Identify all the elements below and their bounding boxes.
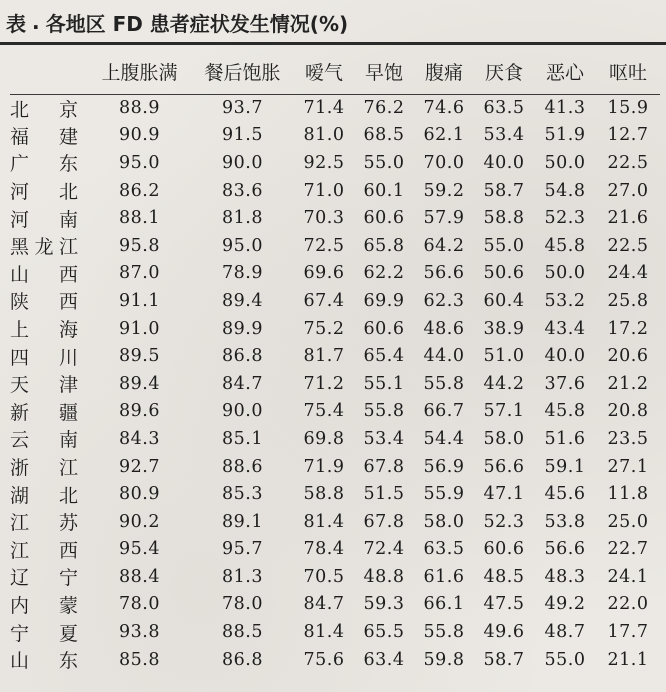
value-cell: 89.4 — [222, 290, 263, 311]
value-cell: 60.4 — [483, 290, 525, 311]
value-cell: 45.8 — [544, 401, 586, 422]
value-cell: 60.6 — [363, 318, 405, 339]
value-cell: 65.8 — [363, 235, 405, 256]
value-cell: 53.4 — [363, 428, 405, 449]
value-cell: 17.2 — [607, 318, 649, 339]
value-cell: 68.5 — [363, 125, 405, 146]
value-cell: 85.3 — [222, 484, 263, 505]
value-cell: 17.7 — [607, 622, 649, 643]
value-cell: 86.2 — [119, 180, 160, 201]
header-cell: 早饱 — [364, 62, 403, 85]
value-cell: 91.1 — [119, 290, 160, 311]
value-cell: 78.9 — [222, 263, 263, 284]
header-cell-region — [10, 50, 88, 94]
region-cell: 河南 — [10, 208, 78, 231]
value-cell: 50.6 — [483, 263, 525, 284]
value-cell: 81.4 — [303, 511, 345, 532]
value-cell: 69.9 — [363, 290, 405, 311]
value-cell: 88.1 — [119, 208, 160, 229]
value-cell: 21.6 — [607, 208, 649, 229]
value-cell: 55.8 — [423, 622, 465, 643]
table-row — [10, 287, 660, 315]
value-cell: 24.1 — [607, 566, 649, 587]
header-cell: 嗳气 — [304, 62, 343, 85]
value-cell: 58.0 — [483, 428, 525, 449]
value-cell: 95.7 — [222, 539, 263, 560]
value-cell: 65.4 — [363, 346, 405, 367]
value-cell: 67.8 — [363, 511, 405, 532]
table-caption — [6, 4, 348, 40]
value-cell: 70.5 — [303, 566, 345, 587]
region-cell: 天津 — [10, 374, 78, 397]
header-cell: 上腹胀满 — [101, 62, 178, 85]
value-cell: 71.0 — [303, 180, 345, 201]
value-cell: 51.9 — [544, 125, 586, 146]
value-cell: 22.0 — [607, 594, 649, 615]
value-cell: 63.5 — [423, 539, 465, 560]
region-cell: 山东 — [10, 650, 78, 673]
value-cell: 65.5 — [363, 622, 405, 643]
value-cell: 59.8 — [423, 649, 465, 670]
table-header-row — [10, 50, 660, 94]
value-cell: 72.4 — [363, 539, 405, 560]
table-row — [10, 480, 660, 508]
value-cell: 23.5 — [607, 428, 649, 449]
header-cell: 呕吐 — [608, 62, 647, 85]
table-row — [10, 508, 660, 536]
value-cell: 53.2 — [544, 290, 586, 311]
value-cell: 45.8 — [544, 235, 586, 256]
table-row — [10, 618, 660, 646]
value-cell: 90.2 — [119, 511, 160, 532]
value-cell: 55.0 — [363, 152, 405, 173]
value-cell: 70.0 — [423, 152, 465, 173]
table-row — [10, 315, 660, 343]
value-cell: 86.8 — [222, 346, 263, 367]
value-cell: 53.4 — [483, 125, 525, 146]
region-cell: 湖北 — [10, 484, 78, 507]
value-cell: 52.3 — [544, 208, 586, 229]
table-row — [10, 94, 660, 122]
value-cell: 87.0 — [119, 263, 160, 284]
value-cell: 37.6 — [544, 373, 586, 394]
region-cell: 上海 — [10, 319, 78, 342]
value-cell: 93.7 — [222, 98, 263, 119]
value-cell: 84.7 — [303, 594, 345, 615]
value-cell: 44.2 — [483, 373, 525, 394]
value-cell: 54.4 — [423, 428, 465, 449]
value-cell: 49.6 — [483, 622, 525, 643]
region-cell: 福建 — [10, 125, 78, 148]
value-cell: 50.0 — [544, 263, 586, 284]
value-cell: 24.4 — [607, 263, 649, 284]
region-cell: 内蒙 — [10, 594, 78, 617]
value-cell: 81.7 — [303, 346, 345, 367]
value-cell: 56.9 — [423, 456, 465, 477]
region-cell: 江西 — [10, 539, 78, 562]
value-cell: 48.7 — [544, 622, 586, 643]
value-cell: 64.2 — [423, 235, 465, 256]
value-cell: 90.0 — [222, 152, 263, 173]
value-cell: 12.7 — [607, 125, 649, 146]
value-cell: 78.0 — [119, 594, 160, 615]
value-cell: 92.7 — [119, 456, 160, 477]
value-cell: 63.5 — [483, 98, 525, 119]
value-cell: 55.9 — [423, 484, 465, 505]
value-cell: 89.5 — [119, 346, 160, 367]
value-cell: 60.6 — [483, 539, 525, 560]
value-cell: 51.6 — [544, 428, 586, 449]
value-cell: 58.8 — [483, 208, 525, 229]
value-cell: 22.5 — [607, 152, 649, 173]
value-cell: 25.0 — [607, 511, 649, 532]
region-cell: 北京 — [10, 98, 78, 121]
value-cell: 55.8 — [363, 401, 405, 422]
value-cell: 60.6 — [363, 208, 405, 229]
value-cell: 66.1 — [423, 594, 465, 615]
value-cell: 59.2 — [423, 180, 465, 201]
value-cell: 62.2 — [363, 263, 405, 284]
value-cell: 47.1 — [483, 484, 525, 505]
value-cell: 58.7 — [483, 180, 525, 201]
table-row — [10, 536, 660, 564]
value-cell: 59.3 — [363, 594, 405, 615]
value-cell: 20.6 — [607, 346, 649, 367]
value-cell: 84.7 — [222, 373, 263, 394]
region-cell: 广东 — [10, 153, 78, 176]
value-cell: 89.1 — [222, 511, 263, 532]
value-cell: 88.9 — [119, 98, 160, 119]
value-cell: 56.6 — [423, 263, 465, 284]
value-cell: 95.0 — [119, 152, 160, 173]
value-cell: 58.8 — [303, 484, 345, 505]
value-cell: 27.1 — [607, 456, 649, 477]
value-cell: 71.2 — [303, 373, 345, 394]
table-row — [10, 425, 660, 453]
region-cell: 河北 — [10, 181, 78, 204]
region-cell: 黑龙江 — [10, 236, 78, 259]
value-cell: 78.4 — [303, 539, 345, 560]
table-row — [10, 122, 660, 150]
value-cell: 58.7 — [483, 649, 525, 670]
table-row — [10, 232, 660, 260]
value-cell: 91.5 — [222, 125, 263, 146]
value-cell: 90.0 — [222, 401, 263, 422]
value-cell: 88.5 — [222, 622, 263, 643]
value-cell: 40.0 — [483, 152, 525, 173]
value-cell: 55.1 — [363, 373, 405, 394]
value-cell: 81.0 — [303, 125, 345, 146]
value-cell: 88.4 — [119, 566, 160, 587]
region-cell: 辽宁 — [10, 567, 78, 590]
region-cell: 四川 — [10, 346, 78, 369]
value-cell: 38.9 — [483, 318, 525, 339]
value-cell: 75.6 — [303, 649, 345, 670]
value-cell: 15.9 — [607, 98, 649, 119]
value-cell: 88.6 — [222, 456, 263, 477]
caption-separator: . — [32, 10, 40, 34]
symptom-table — [10, 50, 660, 673]
value-cell: 55.0 — [544, 649, 586, 670]
value-cell: 69.8 — [303, 428, 345, 449]
value-cell: 90.9 — [119, 125, 160, 146]
value-cell: 55.8 — [423, 373, 465, 394]
value-cell: 49.2 — [544, 594, 586, 615]
value-cell: 72.5 — [303, 235, 345, 256]
value-cell: 66.7 — [423, 401, 465, 422]
value-cell: 75.4 — [303, 401, 345, 422]
value-cell: 74.6 — [423, 98, 465, 119]
header-cell: 厌食 — [484, 62, 523, 85]
value-cell: 58.0 — [423, 511, 465, 532]
value-cell: 21.1 — [607, 649, 649, 670]
value-cell: 45.6 — [544, 484, 586, 505]
value-cell: 67.8 — [363, 456, 405, 477]
value-cell: 40.0 — [544, 346, 586, 367]
header-cell: 恶心 — [545, 62, 584, 85]
value-cell: 48.8 — [363, 566, 405, 587]
value-cell: 27.0 — [607, 180, 649, 201]
value-cell: 44.0 — [423, 346, 465, 367]
value-cell: 50.0 — [544, 152, 586, 173]
value-cell: 91.0 — [119, 318, 160, 339]
table-row — [10, 398, 660, 426]
value-cell: 95.4 — [119, 539, 160, 560]
value-cell: 93.8 — [119, 622, 160, 643]
value-cell: 55.0 — [483, 235, 525, 256]
table-row — [10, 177, 660, 205]
value-cell: 62.1 — [423, 125, 465, 146]
table-row — [10, 646, 660, 674]
value-cell: 84.3 — [119, 428, 160, 449]
table-row — [10, 591, 660, 619]
value-cell: 47.5 — [483, 594, 525, 615]
value-cell: 63.4 — [363, 649, 405, 670]
table-row — [10, 342, 660, 370]
value-cell: 76.2 — [363, 98, 405, 119]
value-cell: 92.5 — [303, 152, 345, 173]
value-cell: 95.8 — [119, 235, 160, 256]
value-cell: 78.0 — [222, 594, 263, 615]
table-row — [10, 149, 660, 177]
value-cell: 85.1 — [222, 428, 263, 449]
value-cell: 43.4 — [544, 318, 586, 339]
value-cell: 11.8 — [607, 484, 649, 505]
value-cell: 71.4 — [303, 98, 345, 119]
value-cell: 48.6 — [423, 318, 465, 339]
value-cell: 22.5 — [607, 235, 649, 256]
value-cell: 61.6 — [423, 566, 465, 587]
value-cell: 86.8 — [222, 649, 263, 670]
value-cell: 81.8 — [222, 208, 263, 229]
value-cell: 70.3 — [303, 208, 345, 229]
value-cell: 48.3 — [544, 566, 586, 587]
top-rule — [0, 42, 666, 45]
value-cell: 25.8 — [607, 290, 649, 311]
region-cell: 江苏 — [10, 512, 78, 535]
value-cell: 22.7 — [607, 539, 649, 560]
value-cell: 41.3 — [544, 98, 586, 119]
region-cell: 云南 — [10, 429, 78, 452]
caption-label: 表 — [6, 11, 26, 36]
value-cell: 51.5 — [363, 484, 405, 505]
region-cell: 浙江 — [10, 457, 78, 480]
value-cell: 83.6 — [222, 180, 263, 201]
value-cell: 67.4 — [303, 290, 345, 311]
value-cell: 62.3 — [423, 290, 465, 311]
table-body — [10, 94, 660, 673]
value-cell: 69.6 — [303, 263, 345, 284]
value-cell: 51.0 — [483, 346, 525, 367]
value-cell: 71.9 — [303, 456, 345, 477]
value-cell: 60.1 — [363, 180, 405, 201]
value-cell: 89.4 — [119, 373, 160, 394]
table-row — [10, 370, 660, 398]
value-cell: 53.8 — [544, 511, 586, 532]
caption-text: 各地区 FD 患者症状发生情况(%) — [45, 11, 349, 36]
value-cell: 56.6 — [544, 539, 586, 560]
value-cell: 57.1 — [483, 401, 525, 422]
value-cell: 20.8 — [607, 401, 649, 422]
table-row — [10, 260, 660, 288]
value-cell: 81.4 — [303, 622, 345, 643]
region-cell: 宁夏 — [10, 622, 78, 645]
value-cell: 95.0 — [222, 235, 263, 256]
table-row — [10, 563, 660, 591]
table-row — [10, 204, 660, 232]
value-cell: 56.6 — [483, 456, 525, 477]
value-cell: 48.5 — [483, 566, 525, 587]
value-cell: 21.2 — [607, 373, 649, 394]
header-cell: 餐后饱胀 — [204, 62, 281, 85]
region-cell: 陕西 — [10, 291, 78, 314]
table-row — [10, 453, 660, 481]
value-cell: 75.2 — [303, 318, 345, 339]
value-cell: 52.3 — [483, 511, 525, 532]
region-cell: 山西 — [10, 263, 78, 286]
value-cell: 89.6 — [119, 401, 160, 422]
value-cell: 81.3 — [222, 566, 263, 587]
value-cell: 80.9 — [119, 484, 160, 505]
region-cell: 新疆 — [10, 401, 78, 424]
value-cell: 57.9 — [423, 208, 465, 229]
value-cell: 54.8 — [544, 180, 586, 201]
header-cell: 腹痛 — [424, 62, 463, 85]
value-cell: 85.8 — [119, 649, 160, 670]
value-cell: 59.1 — [544, 456, 586, 477]
value-cell: 89.9 — [222, 318, 263, 339]
